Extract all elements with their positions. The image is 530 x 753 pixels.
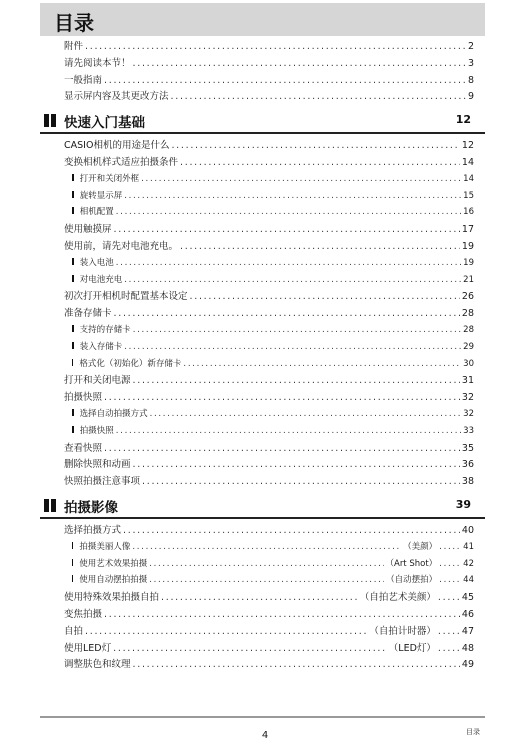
dot-leader [180,239,460,254]
dot-leader [123,523,460,538]
toc-entry-label: 使用自动摆拍拍摄 [79,575,148,586]
toc-entry-page: 12 [461,140,474,152]
bullet-square-icon [72,575,73,582]
dot-leader [116,256,461,271]
toc-entry-label: 查看快照 [64,442,103,454]
toc-subentry[interactable] [72,540,474,555]
toc-entry[interactable] [64,289,474,304]
toc-entry-page: 16 [463,207,474,218]
toc-entry[interactable] [64,39,474,54]
dot-leader [104,607,460,622]
bullet-square-icon [72,342,74,349]
section-page: 39 [455,498,471,511]
toc-entry-label: 一般指南 [64,74,103,86]
dot-leader [142,474,460,489]
toc-entry-label: 对电池充电 [79,274,123,285]
toc-entry-page: 40 [461,525,474,536]
toc-entry[interactable] [64,73,474,88]
dot-leader [439,540,461,555]
toc-entry-label: 相机配置 [79,207,114,218]
toc-entry-label: 拍摄快照 [64,392,103,404]
toc-entry-label: 调整肤色和纹理 [64,659,131,671]
toc-entry-label: 打开和关闭电源 [64,375,131,387]
toc-entry-label: 附件 [64,41,84,52]
toc-entry-page: 33 [463,425,474,436]
dot-leader [180,155,460,170]
toc-entry[interactable] [64,239,474,254]
toc-entry-page: 19 [463,257,474,268]
toc-entry[interactable] [64,523,474,538]
dot-leader [116,424,461,439]
dot-leader [171,138,459,153]
toc-subentry[interactable] [72,340,474,355]
toc-entry-page: 26 [461,291,474,303]
toc-entry-label: 使用前，请先对电池充电。 [64,241,179,252]
toc-entry-label: 装入存储卡 [79,341,123,352]
toc-entry-suffix: （自拍计时器） [369,625,436,637]
section-page: 12 [455,113,471,127]
toc-subentry[interactable] [72,407,474,422]
toc-entry-label: 选择拍摄方式 [64,525,122,536]
toc-entry[interactable] [64,607,474,622]
toc-entry-page: 42 [463,558,474,569]
toc-entry-page: 49 [461,659,474,671]
toc-entry-page: 48 [461,642,474,654]
toc-entry-suffix: （自拍艺术美颜） [359,592,436,604]
toc-entry-page: 46 [461,609,474,620]
dot-leader [114,222,460,237]
toc-entry-label: 旋转显示屏 [79,190,123,201]
toc-entry-page: 2 [467,41,474,52]
toc-entry-page: 17 [461,224,474,236]
section-heading[interactable] [40,495,485,519]
toc-entry-label: 变焦拍摄 [64,609,103,620]
dot-leader [439,557,461,572]
toc-entry-page: 3 [467,57,474,69]
toc-entry-page: 28 [463,325,474,335]
toc-subentry[interactable] [72,256,474,271]
dot-leader [133,56,466,71]
toc-subentry[interactable] [72,205,474,220]
dot-leader [439,573,461,588]
dot-leader [149,573,384,588]
toc-entry-page: 31 [461,375,474,387]
dot-leader [132,540,401,555]
toc-entry-page: 47 [461,625,474,637]
toc-entry[interactable] [64,222,474,237]
toc-entry-label: 打开和关闭外框 [79,173,140,184]
toc-entry-label: 使用艺术效果拍摄 [79,558,148,569]
dot-leader [149,557,383,572]
toc-subentry[interactable] [72,424,474,439]
bullet-square-icon [72,559,73,566]
toc-entry-page: 9 [467,91,474,103]
dot-leader [133,657,460,672]
dot-leader [141,172,461,187]
dot-leader [124,340,461,355]
toc-subentry[interactable] [72,189,474,204]
bullet-square-icon [72,258,74,265]
toc-entry[interactable] [64,138,474,153]
toc-entry[interactable] [64,657,474,672]
toc-entry-label: 拍摄快照 [79,425,114,436]
toc-entry-label: 使用LED灯 [64,642,112,654]
toc-entry-label: 自拍 [64,625,84,637]
toc-entry-page: 32 [463,409,474,419]
toc-entry-page: 30 [463,358,474,369]
dot-leader [114,306,460,321]
section-title: 快速入门基础 [64,115,145,132]
toc-entry-suffix: （LED灯） [388,642,436,654]
bullet-square-icon [72,359,73,366]
dot-leader [116,205,461,220]
dot-leader [133,457,460,472]
toc-subentry[interactable] [72,172,474,187]
toc-subentry[interactable] [72,357,474,372]
dot-leader [104,441,460,456]
toc-entry-label: 请先阅读本节！ [64,57,131,69]
toc-entry[interactable] [64,373,474,388]
toc-entry-page: 14 [461,157,474,168]
dot-leader [104,73,466,88]
toc-entry-page: 38 [461,476,474,488]
toc-entry-suffix: （自动摆拍） [386,575,438,586]
toc-entry-page: 45 [461,592,474,604]
bullet-square-icon [72,275,74,282]
bullet-square-icon [72,207,74,214]
toc-entry-label: 初次打开相机时配置基本设定 [64,291,188,303]
page-title: 目录 [54,11,94,35]
toc-entry-page: 28 [461,308,474,320]
bullet-square-icon [72,191,74,198]
toc-entry[interactable] [64,56,474,71]
toc-entry-label: 变换相机样式适应拍摄条件 [64,157,179,168]
dot-leader [190,289,460,304]
section-marker-icon [44,499,58,512]
toc-entry-page: 32 [461,392,474,404]
toc-subentry[interactable] [72,273,474,288]
toc-entry[interactable] [64,306,474,321]
toc-entry-page: 19 [461,241,474,252]
toc-entry[interactable] [64,474,474,489]
toc-entry-label: 选择自动拍摄方式 [79,409,148,419]
dot-leader [104,390,460,405]
toc-entry-page: 41 [463,541,474,552]
toc-entry-suffix: （Art Shot） [385,558,438,569]
toc-entry-suffix: （美颜） [403,541,438,552]
toc-entry-label: 快照拍摄注意事项 [64,476,141,488]
toc-entry-page: 21 [463,274,474,285]
footer-toc-link[interactable]: 目录 [466,728,480,736]
toc-entry[interactable] [64,390,474,405]
toc-entry[interactable] [64,641,474,656]
section-marker-icon [44,114,58,127]
dot-leader [183,357,461,372]
toc-entry-page: 8 [467,74,474,86]
toc-entry-page: 14 [463,173,474,184]
dot-leader [438,641,460,656]
bullet-square-icon [72,325,74,332]
bullet-square-icon [72,426,74,433]
toc-subentry[interactable] [72,323,474,338]
dot-leader [124,273,461,288]
dot-leader [161,590,358,605]
toc-entry-page: 44 [463,575,474,586]
toc-entry[interactable] [64,155,474,170]
toc-entry-label: 装入电池 [79,257,114,268]
toc-entry-page: 15 [463,190,474,201]
dot-leader [133,323,461,338]
toc-entry-label: 显示屏内容及其更改方法 [64,91,169,103]
toc-entry-label: 使用特殊效果拍摄自拍 [64,592,160,604]
bullet-square-icon [72,174,74,181]
toc-entry-label: 支持的存储卡 [79,325,131,335]
dot-leader [438,624,460,639]
toc-subentry[interactable] [72,557,474,572]
dot-leader [85,624,367,639]
toc-entry-label: CASIO相机的用途是什么 [64,140,170,152]
toc-entry-label: 删除快照和动画 [64,459,131,471]
toc-entry-label: 准备存储卡 [64,308,112,320]
footer-divider [40,716,485,718]
toc-entry-page: 36 [461,459,474,471]
toc-title-bar [40,3,485,36]
toc-entry[interactable] [64,624,474,639]
dot-leader [85,39,466,54]
toc-entry[interactable] [64,590,474,605]
toc-entry[interactable] [64,457,474,472]
dot-leader [171,89,466,104]
section-title: 拍摄影像 [64,500,118,516]
page-number: 4 [261,730,269,741]
dot-leader [124,189,461,204]
toc-entry-label: 格式化（初始化）新存储卡 [79,358,182,369]
toc-entry-label: 拍摄美丽人像 [79,541,131,552]
bullet-square-icon [72,542,73,549]
dot-leader [133,373,460,388]
toc-entry[interactable] [64,89,474,104]
dot-leader [150,407,462,422]
dot-leader [113,641,387,656]
toc-entry-label: 使用触摸屏 [64,224,112,236]
bullet-square-icon [72,409,74,416]
dot-leader [438,590,460,605]
toc-entry-page: 35 [461,442,474,454]
toc-subentry[interactable] [72,573,474,588]
section-heading[interactable] [40,110,485,134]
toc-entry-page: 29 [463,341,474,352]
toc-entry[interactable] [64,441,474,456]
